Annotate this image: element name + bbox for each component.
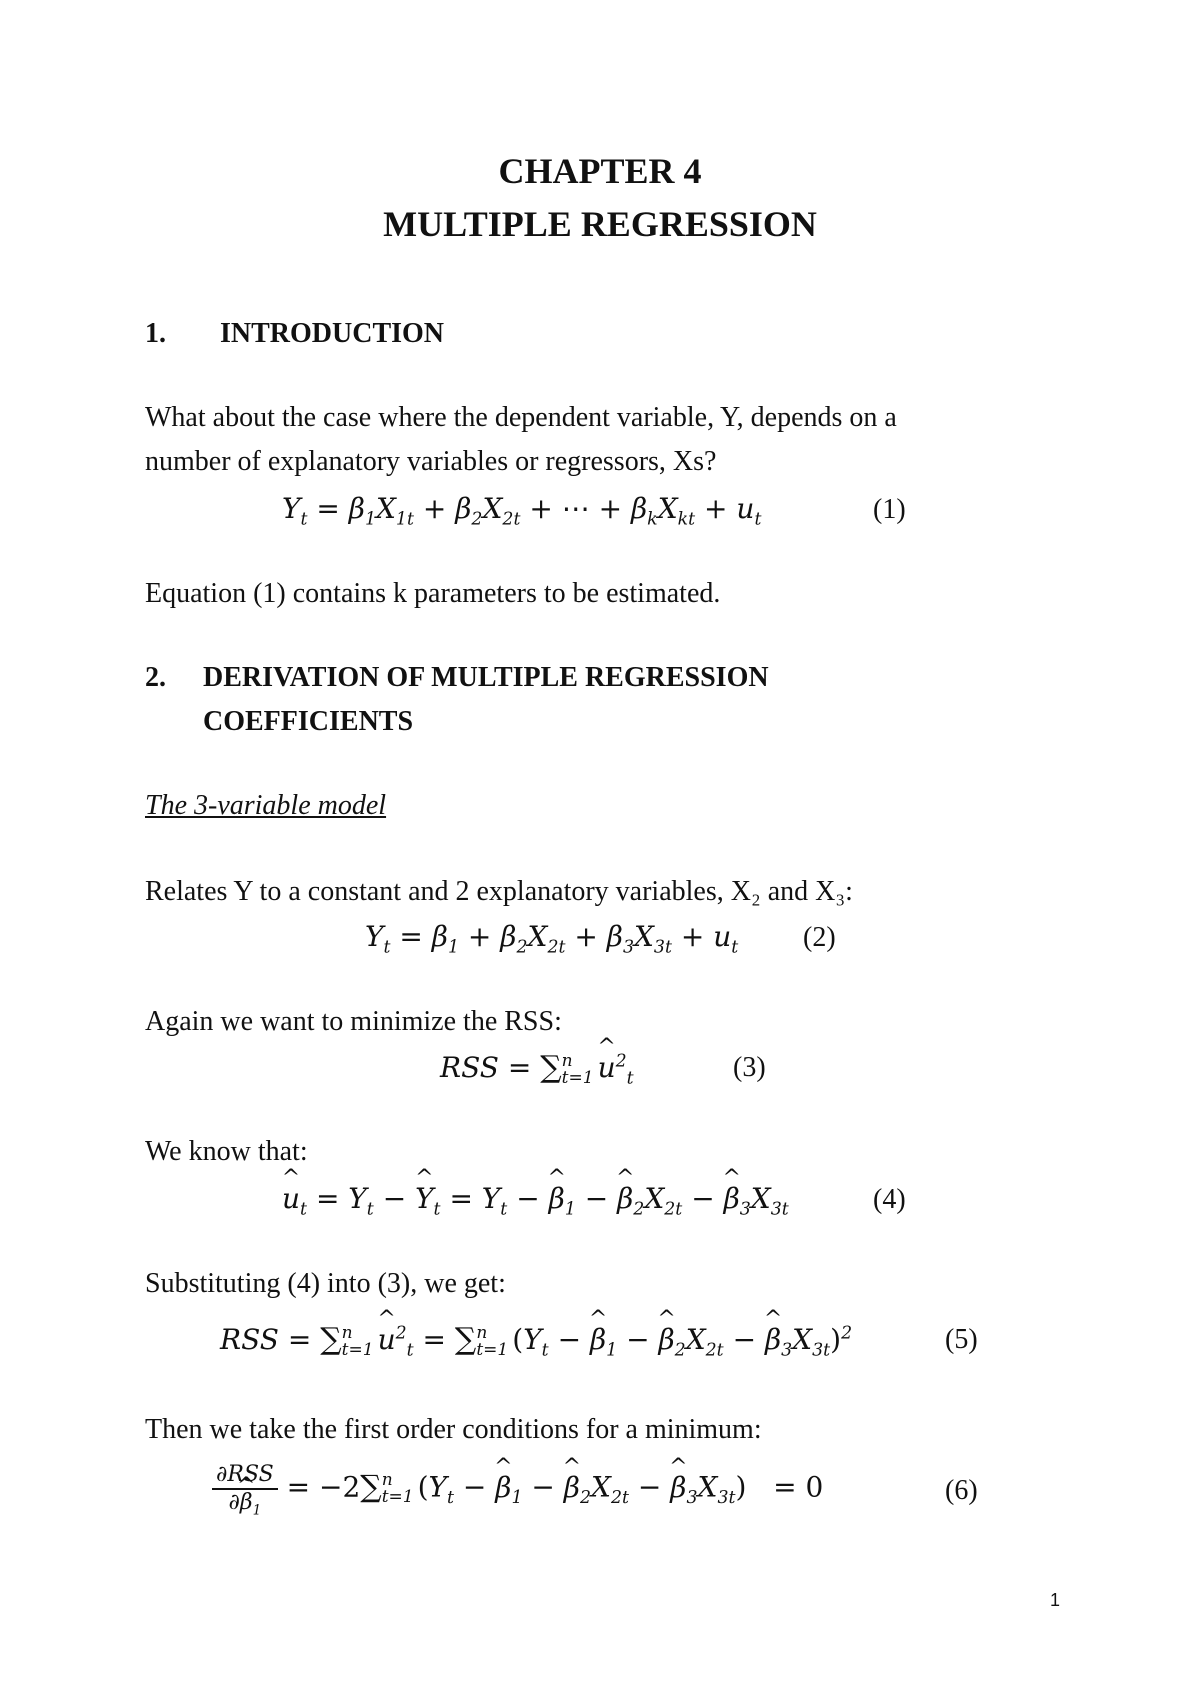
equation-6: $\frac{\text{∂RSS}}{\partial\^{} \beta_1}$ = −2∑ n t=1 ($Y_t$ − ^ $\beta_1$ − ^ $\beta_2X_{2t}$ − ^ $\beta_3X_{3t}$) = 0	[212, 1462, 823, 1516]
section-1-number: 1.	[145, 318, 166, 349]
equation-3: RSS = ∑ n t=1 ^ $u^2_t$	[440, 1050, 634, 1087]
minimize-rss-text: Again we want to minimize the RSS:	[145, 1006, 562, 1037]
section-1-heading: INTRODUCTION	[220, 318, 445, 349]
equation-1: $Y_t = \beta_1X_{1t} + \beta_2X_{2t}$ + ⋯ + $\beta_kX_{kt} + u_t$	[282, 492, 762, 530]
equation-6-label: (6)	[945, 1475, 978, 1506]
equation-2: $Y_t = \beta_1 + \beta_2X_{2t} + \beta_3X_{3t} + u_t$	[365, 920, 739, 958]
equation-3-label: (3)	[733, 1052, 766, 1083]
chapter-title: MULTIPLE REGRESSION	[383, 204, 817, 244]
section-2-heading-line-2: COEFFICIENTS	[203, 706, 414, 737]
intro-paragraph-line-2: number of explanatory variables or regressors, Xs?	[145, 446, 717, 477]
equation-5: RSS = ∑ n t=1 ^ $u^2_t$ = ∑ n t=1 ($Y_t$ − ^ $\beta_1$ − ^ $\beta_2X_{2t}$ − ^ $\beta_3X_{3t})^2$	[220, 1322, 852, 1359]
intro-paragraph-line-1: What about the case where the dependent variable, Y, depends on a	[145, 402, 897, 433]
equation-5-label: (5)	[945, 1324, 978, 1355]
subheading-3-variable-model: The 3-variable model	[145, 790, 387, 821]
page-number: 1	[1049, 1590, 1060, 1610]
equation-1-label: (1)	[873, 494, 906, 525]
equation-1-note: Equation (1) contains k parameters to be estimated.	[145, 578, 721, 609]
substituting-text: Substituting (4) into (3), we get:	[145, 1268, 506, 1299]
equation-4: ^ $u_t = Y_t$ − ^ $Y_t = Y_t$ − ^ $\beta_1$ − ^ $\beta_2X_{2t}$ − ^ $\beta_3X_{3t}$	[282, 1182, 789, 1215]
we-know-that-text: We know that:	[145, 1136, 308, 1167]
section-2-number: 2.	[145, 662, 166, 693]
equation-2-label: (2)	[803, 922, 836, 953]
chapter-label: CHAPTER 4	[498, 151, 702, 191]
relates-paragraph: Relates Y to a constant and 2 explanatory variables, X₂ and X₃:	[145, 876, 853, 907]
equation-4-label: (4)	[873, 1184, 906, 1215]
first-order-conditions-text: Then we take the first order conditions for a minimum:	[145, 1414, 762, 1445]
section-2-heading-line-1: DERIVATION OF MULTIPLE REGRESSION	[203, 662, 769, 693]
